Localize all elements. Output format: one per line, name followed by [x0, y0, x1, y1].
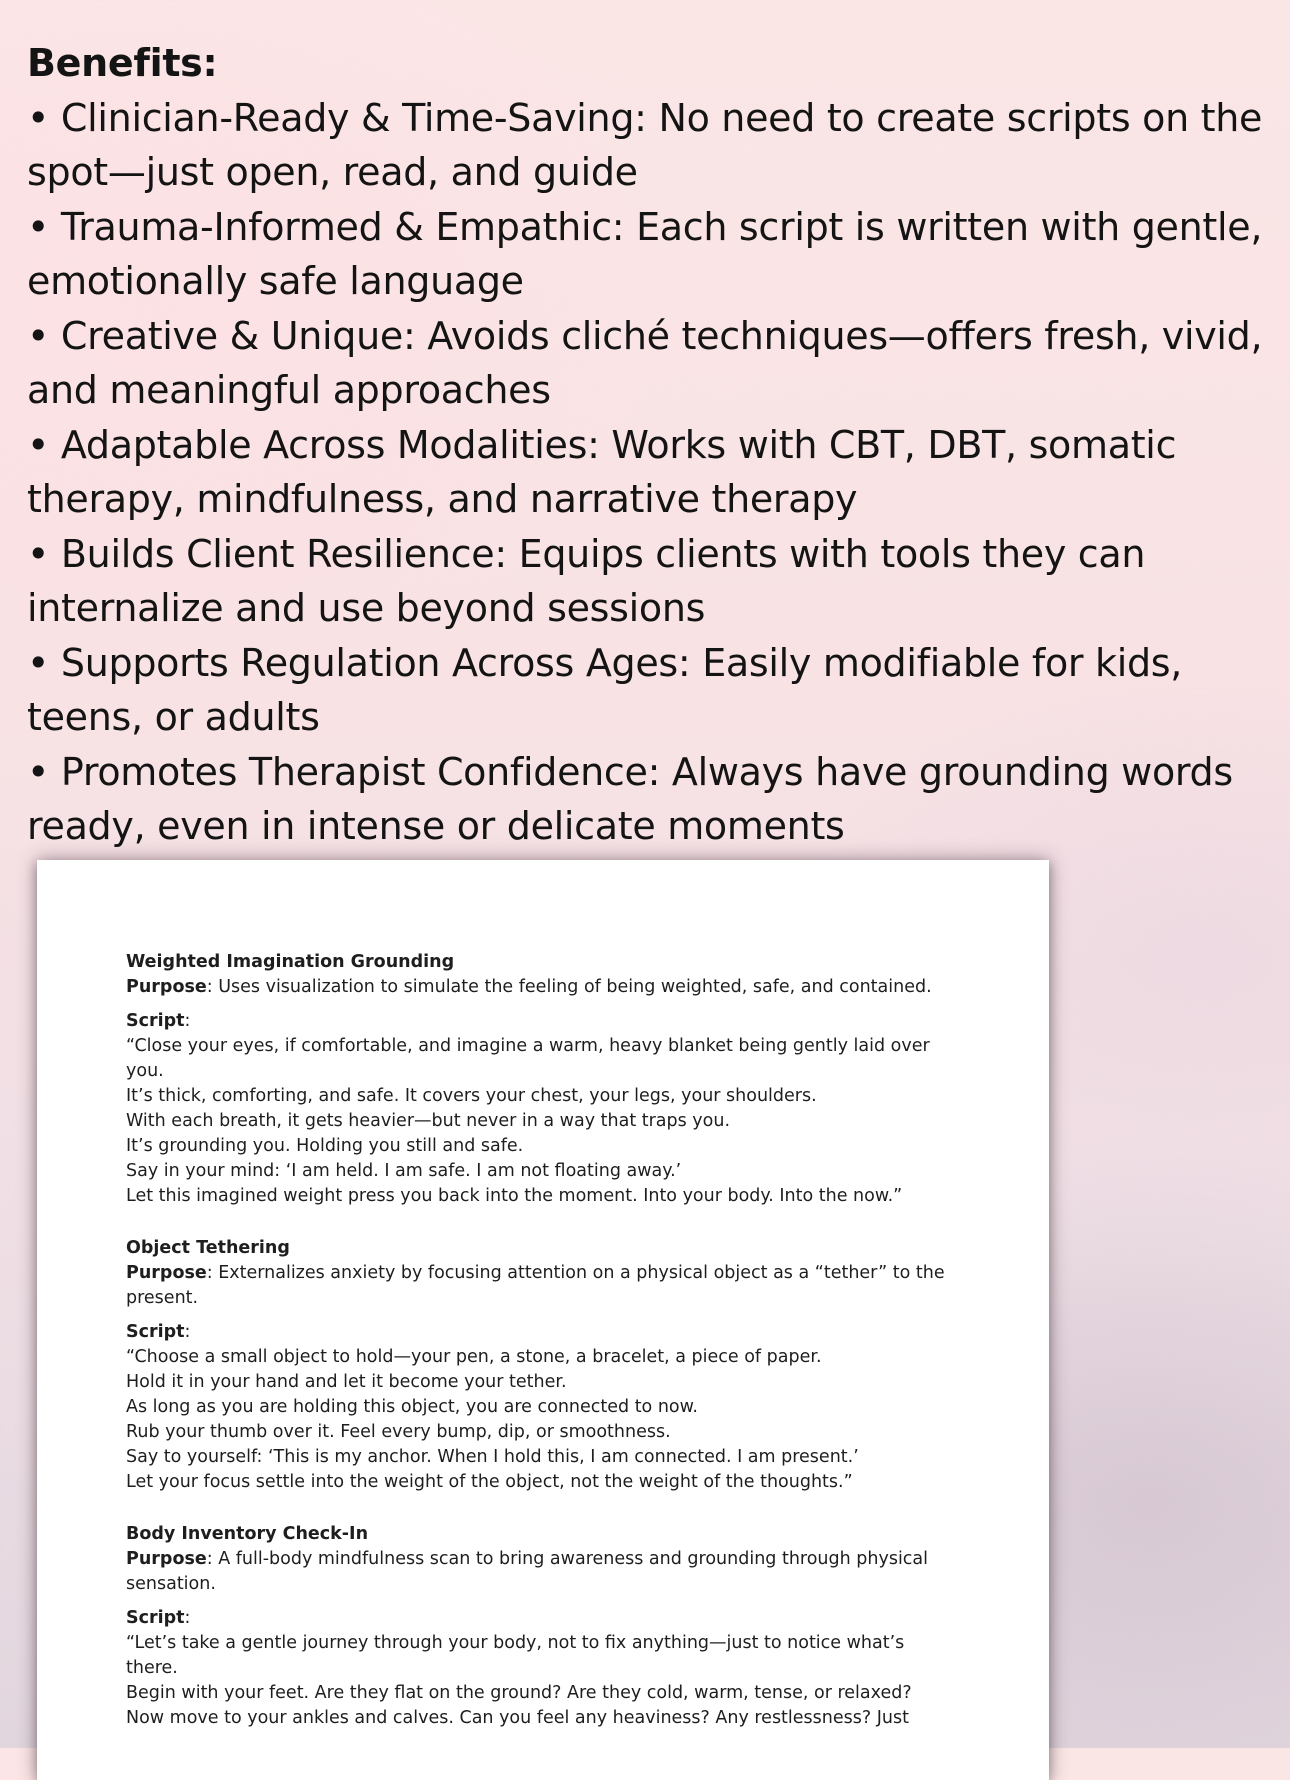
- script-heading: [126, 1009, 956, 1034]
- section-title: Object Tethering: [126, 1238, 290, 1258]
- purpose-label: Purpose: [126, 977, 207, 997]
- script-colon: :: [184, 1608, 191, 1628]
- benefit-item: • Trauma-Informed & Empathic: Each script is written with gentle, emotionally safe language: [27, 200, 1272, 309]
- script-heading: [126, 1320, 956, 1345]
- benefit-item: • Clinician-Ready & Time-Saving: No need to create scripts on the spot—just open, read, and guide: [27, 91, 1272, 200]
- section-title: Weighted Imagination Grounding: [126, 952, 455, 972]
- script-line: Begin with your feet. Are they flat on the ground? Are they cold, warm, tense, or relaxed?: [126, 1683, 912, 1703]
- benefits-heading: Benefits:: [27, 41, 218, 85]
- purpose-text: : Externalizes anxiety by focusing attention on a physical object as a “tether” to the present.: [126, 1263, 945, 1308]
- purpose-line: [126, 975, 956, 1000]
- script-heading: [126, 1606, 956, 1631]
- script-line: Say in your mind: ‘I am held. I am safe. I am not floating away.’: [126, 1161, 682, 1181]
- script-section: [126, 950, 956, 1209]
- script-line: “Choose a small object to hold—your pen, a stone, a bracelet, a piece of paper.: [126, 1347, 822, 1367]
- benefits-list: [27, 91, 1272, 854]
- script-line: Say to yourself: ‘This is my anchor. When I hold this, I am connected. I am present.’: [126, 1447, 859, 1467]
- script-line: Now move to your ankles and calves. Can you feel any heaviness? Any restlessness? Just: [126, 1708, 909, 1728]
- script-section: [126, 1522, 956, 1731]
- purpose-text: : A full-body mindfulness scan to bring awareness and grounding through physical sensation.: [126, 1549, 929, 1594]
- benefit-item: • Promotes Therapist Confidence: Always have grounding words ready, even in intense or delicate moments: [27, 745, 1272, 854]
- script-line: As long as you are holding this object, you are connected to now.: [126, 1397, 698, 1417]
- purpose-line: [126, 1261, 956, 1311]
- purpose-text: : Uses visualization to simulate the feeling of being weighted, safe, and contained.: [206, 977, 932, 997]
- section-title: Body Inventory Check-In: [126, 1524, 369, 1544]
- script-line: Let this imagined weight press you back into the moment. Into your body. Into the now.”: [126, 1186, 903, 1206]
- script-line: It’s grounding you. Holding you still and safe.: [126, 1136, 524, 1156]
- script-label: Script: [126, 1322, 185, 1342]
- benefit-item: • Adaptable Across Modalities: Works with CBT, DBT, somatic therapy, mindfulness, and narrative therapy: [27, 418, 1272, 527]
- benefit-item: • Creative & Unique: Avoids cliché techniques—offers fresh, vivid, and meaningful approaches: [27, 309, 1272, 418]
- purpose-line: [126, 1547, 956, 1597]
- purpose-label: Purpose: [126, 1549, 207, 1569]
- script-line: Hold it in your hand and let it become your tether.: [126, 1372, 567, 1392]
- script-colon: :: [184, 1011, 191, 1031]
- document-preview-page: [37, 860, 1049, 1780]
- script-section: [126, 1236, 956, 1495]
- benefit-item: • Supports Regulation Across Ages: Easily modifiable for kids, teens, or adults: [27, 636, 1272, 745]
- script-line: With each breath, it gets heavier—but never in a way that traps you.: [126, 1111, 731, 1131]
- benefit-item: • Builds Client Resilience: Equips clients with tools they can internalize and use beyond sessions: [27, 527, 1272, 636]
- script-colon: :: [184, 1322, 191, 1342]
- script-label: Script: [126, 1608, 185, 1628]
- script-line: “Let’s take a gentle journey through your body, not to fix anything—just to notice what’s there.: [126, 1633, 905, 1678]
- purpose-label: Purpose: [126, 1263, 207, 1283]
- script-label: Script: [126, 1011, 185, 1031]
- script-line: Let your focus settle into the weight of the object, not the weight of the thoughts.”: [126, 1472, 853, 1492]
- benefits-section: [27, 36, 1272, 854]
- script-line: It’s thick, comforting, and safe. It covers your chest, your legs, your shoulders.: [126, 1086, 817, 1106]
- script-line: Rub your thumb over it. Feel every bump, dip, or smoothness.: [126, 1422, 671, 1442]
- document-content: [126, 950, 956, 1758]
- script-line: “Close your eyes, if comfortable, and imagine a warm, heavy blanket being gently laid over you.: [126, 1036, 930, 1081]
